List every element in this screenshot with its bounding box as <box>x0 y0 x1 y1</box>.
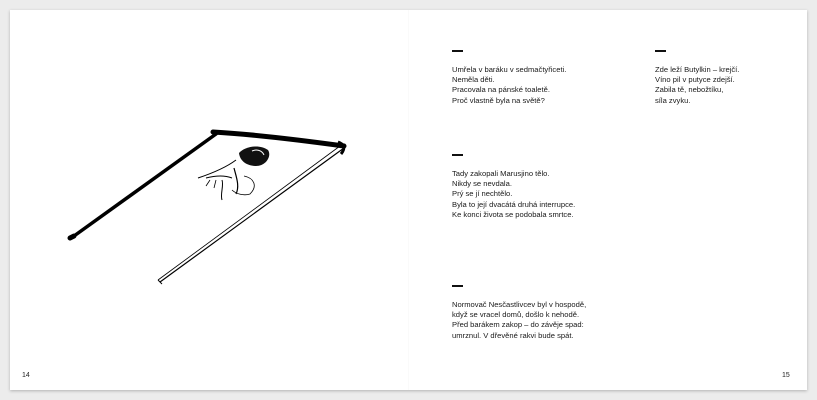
poem-line: Tady zakopali Marusjino tělo. <box>452 169 550 178</box>
poem-line: Ke konci života se podobala smrtce. <box>452 209 574 219</box>
poem-line: síla zvyku. <box>655 95 691 105</box>
section-dash <box>452 285 463 287</box>
poem-1 <box>452 50 566 106</box>
poem-line: Víno pil v putyce zdejší. <box>655 75 735 85</box>
poem-line: Před barákem zakop – do závěje spad: <box>452 320 584 330</box>
poem-line: Byla to její dvacátá druhá interrupce. <box>452 199 576 209</box>
poem-line: Zde leží Butylkin – krejčí. <box>655 65 740 74</box>
poem-2 <box>655 50 739 106</box>
poem-3 <box>452 154 575 220</box>
poem-line: Normovač Nesčastlivcev byl v hospodě, <box>452 300 587 309</box>
page-number-right: 15 <box>782 372 790 379</box>
book-spread <box>10 10 807 390</box>
poem-line: Pracovala na pánské toaletě. <box>452 85 550 95</box>
poem-line: Prý se jí nechtělo. <box>452 189 513 199</box>
poem-line: když se vracel domů, došlo k nehodě. <box>452 310 580 320</box>
poem-line: Zabila tě, nebožtíku, <box>655 85 724 95</box>
poem-4 <box>452 285 586 341</box>
section-dash <box>452 154 463 156</box>
section-dash <box>452 50 463 52</box>
poem-line: umrznul. V dřevěné rakvi bude spát. <box>452 330 574 340</box>
section-dash <box>655 50 666 52</box>
page-number-left: 14 <box>22 372 30 379</box>
poem-line: Neměla děti. <box>452 75 495 85</box>
poem-line: Umřela v baráku v sedmačtyřiceti. <box>452 65 567 74</box>
poem-line: Proč vlastně byla na světě? <box>452 95 545 105</box>
poem-line: Nikdy se nevdala. <box>452 179 512 189</box>
ink-illustration <box>10 10 410 390</box>
